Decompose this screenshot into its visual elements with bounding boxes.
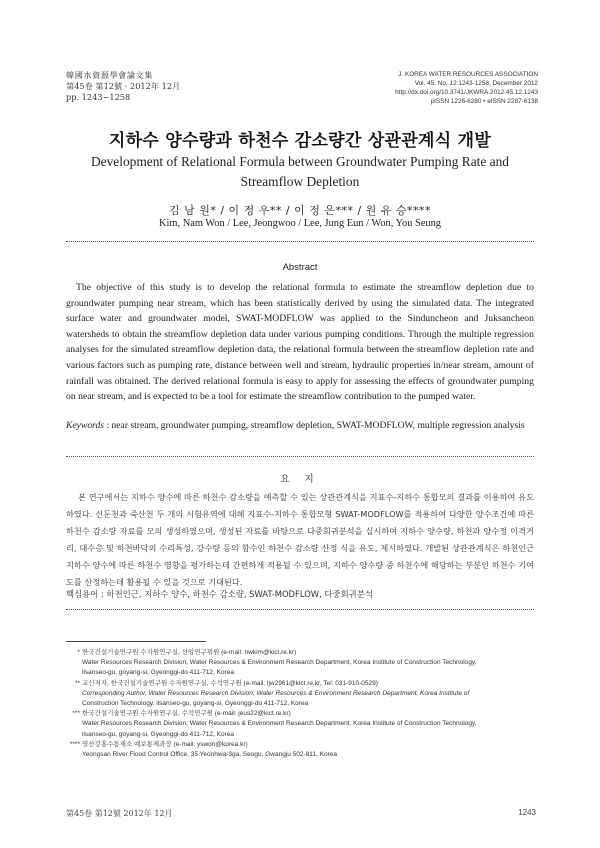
page-number: 1243 bbox=[518, 808, 536, 817]
authors-english: Kim, Nam Won / Lee, Jeongwoo / Lee, Jung Eun / Won, You Seung bbox=[159, 218, 441, 229]
footnote-3 bbox=[66, 709, 536, 740]
page-footer-journal: 第45卷 第12號 2012年 12月 bbox=[66, 809, 173, 818]
abstract-heading: Abstract bbox=[282, 262, 318, 273]
keywords-label: Keywords bbox=[66, 420, 105, 431]
journal-header-right bbox=[395, 70, 538, 106]
authors-korean: 김 남 원* / 이 정 우** / 이 정 은*** / 원 유 승**** bbox=[168, 204, 432, 217]
keywords-korean: 핵심용어 : 하천인근, 지하수 양수, 하천수 감소량, SWAT-MODFLOW, 다중회귀분석 bbox=[66, 589, 373, 599]
journal-volume-en: Vol. 45, No. 12:1243-1258, December 2012 bbox=[414, 80, 538, 87]
footnote-mark: *** bbox=[72, 710, 80, 718]
keywords-text: : near stream, groundwater pumping, streamflow depletion, SWAT-MODFLOW, multiple regression analysis bbox=[106, 420, 525, 431]
footnote-line: Corresponding Author, Water Resources Research Division, Water Resources & Environment Research Department, Korea Institute of bbox=[82, 689, 470, 697]
footnote-2 bbox=[66, 679, 536, 710]
footnote-line: 영산강홍수통제소 예보통제과장 (e-mail: yswon@korea.kr) bbox=[82, 740, 248, 748]
journal-issn: pISSN 1226-6280 • eISSN 2287-6138 bbox=[430, 98, 538, 105]
footnote-4 bbox=[66, 740, 536, 760]
footnote-line: 한국건설기술연구원 수자원연구실, 선임연구위원 (e-mail: nwkim@kict.re.kr) bbox=[82, 649, 297, 656]
korean-summary-text: 본 연구에서는 지하수 양수에 따른 하천수 감소량을 예측할 수 있는 상관관계식을 지표수-지하수 통합모의 결과를 이용하여 유도하였다. 신둔천과 죽산천 두 개의 시험유역에 대해 지표수-지하수 통합모형 SWAT-MODFLOW를 적용하여 다양한 양수조건에 따른 하천수 감소량 자료를 모의 생성하였으며, 생성된 자료를 바탕으로 다중회귀분석을 실시하여 지하수 양수량, 하천과 양수정 이격거리, 대수층 및 하천바닥의 수리특성, 강수량 등의 함수인 하천수 감소량 산정 식을 유도, 제시하였다. 개발된 상관관계식은 하천인근 지하수 양수에 따른 하천수 영향을 평가하는데 간편하게 적용될 수 있으며, 지하수 양수량 중 하천수에 해당하는 부분인 하천수 기여도를 산정하는데 활용될 수 있을 것으로 기대된다. bbox=[66, 492, 534, 587]
footnote-mark: **** bbox=[69, 740, 80, 748]
footnote-line: ilsanseo-gu, goyang-si, Gyeonggi-do 411-712, Korea bbox=[82, 669, 235, 677]
paper-title-korean: 지하수 양수량과 하천수 감소량간 상관관계식 개발 bbox=[108, 131, 492, 151]
footnote-mark: * bbox=[77, 649, 80, 656]
keywords bbox=[66, 419, 534, 434]
footnote-line: Construction Technology, ilsanseo-gu, goyang-si, Gyeonggi-do 411-712, Korea bbox=[82, 700, 309, 708]
korean-summary-heading: 요 지 bbox=[280, 474, 320, 485]
author-footnotes bbox=[66, 648, 536, 760]
footnote-line: 교신저자, 한국건설기술연구원 수자원연구실, 수석연구원 (e-mail: ljw2961@kict.re.kr, Tel: 031-910-0529) bbox=[82, 679, 378, 687]
journal-volume-hanja: 第45卷 第12號 · 2012年 12月 bbox=[66, 81, 181, 91]
footnote-line: Water Resources Research Division, Water Resources & Environment Research Department, Korea Institute of Construction Technology, bbox=[82, 720, 477, 728]
journal-doi: http://dx.doi.org/10.3741/JKWRA.2012.45.12.1243 bbox=[395, 89, 538, 96]
divider-top bbox=[66, 241, 534, 242]
abstract-text: The objective of this study is to develop the relational formula to estimate the streamflow depletion due to groundwater pumping near stream, which has been statistically derived by using the simulated data. The integrated surface water and groundwater model, SWAT-MODFLOW was applied to the Sinduncheon and Juksancheon watersheds to obtain the streamflow depletion data under various pumping conditions. Through the multiple regression analyses for the simulated streamflow depletion data, the relational formula between the streamflow depletion rate and various factors such as pumping rate, distance between well and stream, hydraulic properties in/near stream, amount of rainfall was obtained. The derived relational formula is easy to apply for assessing the effects of groundwater pumping on near stream, and is expected to be a tool for estimate the streamflow contribution to the pumped water. bbox=[66, 282, 534, 403]
journal-name-hanja: 韓國水資源學會論文集 bbox=[66, 70, 153, 80]
footnote-rule bbox=[66, 641, 206, 642]
footnote-line: ilsanseo-gu, goyang-si, Gyeonggi-do 411-712, Korea bbox=[82, 730, 235, 738]
footnote-line: 한국건설기술연구원 수자원연구실, 수석연구원 (e-mail: jeus22@kict.re.kr) bbox=[82, 710, 291, 718]
journal-pages: pp. 1243~1258 bbox=[66, 92, 131, 102]
journal-name-en: J. KOREA WATER RESOURCES ASSOCIATION bbox=[398, 71, 538, 78]
divider-bottom bbox=[66, 609, 534, 610]
footnote-1 bbox=[66, 648, 536, 679]
divider-middle bbox=[66, 456, 534, 457]
journal-header-left bbox=[66, 70, 180, 103]
paper-title-english: Development of Relational Formula between Groundwater Pumping Rate and Streamflow Depletion bbox=[91, 154, 509, 189]
footnote-line: Water Resources Research Division, Water Resources & Environment Research Department, Korea Institute of Construction Technology, bbox=[82, 659, 477, 667]
footnote-line: Yeongsan River Flood Control Office, 35 Yeonhwa-3ga, Seogu, Gwangju 502-811, Korea bbox=[82, 751, 337, 759]
footnote-mark: ** bbox=[74, 679, 80, 687]
